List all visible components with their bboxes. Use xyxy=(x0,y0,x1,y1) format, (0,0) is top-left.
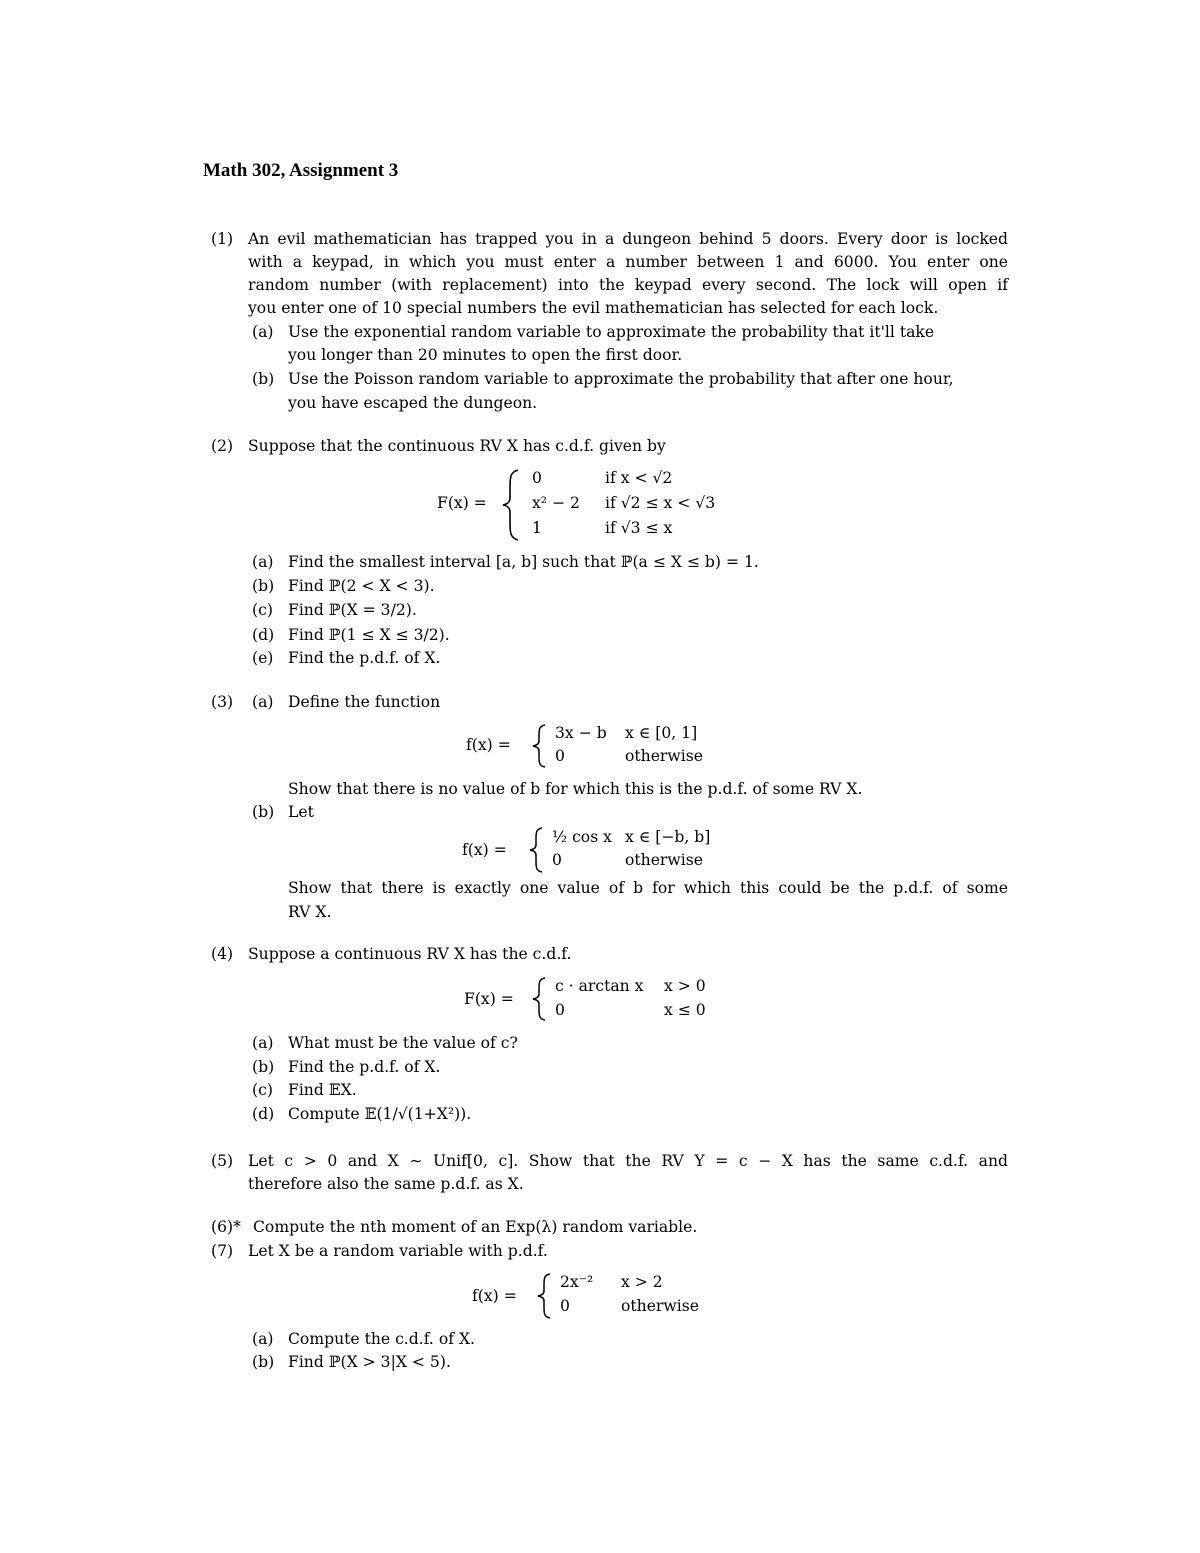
problem-4-case-1-cond: x > 0 xyxy=(664,977,706,995)
problem-2-formula-lhs: F(x) = xyxy=(437,494,487,512)
problem-3b-case-2-cond: otherwise xyxy=(625,851,703,869)
problem-2-part-e-text: Find the p.d.f. of X. xyxy=(288,649,441,667)
problem-1-line-3: random number (with replacement) into the keypad every second. The lock will open if xyxy=(248,276,1008,294)
problem-1-part-a-label: (a) xyxy=(252,323,274,341)
problem-2-case-1-cond: if x < √2 xyxy=(605,469,673,487)
problem-3-part-a-label: (a) xyxy=(252,693,274,711)
problem-7-case-2-cond: otherwise xyxy=(621,1297,699,1315)
problem-2-case-3-cond: if √3 ≤ x xyxy=(605,519,673,537)
problem-7-case-1-expr: 2x⁻² xyxy=(560,1273,594,1291)
problem-3-part-b-text: Let xyxy=(288,803,314,821)
problem-1-part-a-line-2: you longer than 20 minutes to open the first door. xyxy=(288,346,683,364)
problem-3b-case-2-expr: 0 xyxy=(552,851,562,869)
problem-2-case-1-expr: 0 xyxy=(532,469,542,487)
problem-1-part-b-label: (b) xyxy=(252,370,275,388)
problem-1-part-b-line-2: you have escaped the dungeon. xyxy=(288,394,538,412)
problem-3a-case-1-cond: x ∈ [0, 1] xyxy=(625,724,698,742)
problem-4-part-c-label: (c) xyxy=(252,1081,273,1099)
problem-2-number: (2) xyxy=(211,437,234,455)
problem-3-number: (3) xyxy=(211,693,234,711)
problem-2-part-e-label: (e) xyxy=(252,649,274,667)
problem-3a-case-2-expr: 0 xyxy=(555,747,565,765)
problem-4-part-b-text: Find the p.d.f. of X. xyxy=(288,1058,441,1076)
problem-4-case-2-expr: 0 xyxy=(555,1001,565,1019)
problem-3a-case-1-expr: 3x − b xyxy=(555,724,607,742)
problem-4-part-a-text: What must be the value of c? xyxy=(288,1034,518,1052)
problem-1-line-2: with a keypad, in which you must enter a number between 1 and 6000. You enter one xyxy=(248,253,1008,271)
problem-2-case-3-expr: 1 xyxy=(532,519,542,537)
problem-2-case-2-cond: if √2 ≤ x < √3 xyxy=(605,494,716,512)
problem-2-brace xyxy=(500,468,522,542)
problem-6-number: (6)* xyxy=(211,1218,241,1236)
problem-7-formula-lhs: f(x) = xyxy=(472,1287,517,1305)
problem-6-text: Compute the nth moment of an Exp(λ) random variable. xyxy=(253,1218,698,1236)
problem-7-part-a-label: (a) xyxy=(252,1330,274,1348)
problem-7-part-b-label: (b) xyxy=(252,1353,275,1371)
problem-3a-brace xyxy=(530,723,548,769)
problem-4-part-c-text: Find 𝔼X. xyxy=(288,1081,357,1099)
problem-2-text: Suppose that the continuous RV X has c.d.f. given by xyxy=(248,437,666,455)
problem-7-case-2-expr: 0 xyxy=(560,1297,570,1315)
problem-3b-case-1-expr: ½ cos x xyxy=(552,828,612,846)
problem-3-part-a-after: Show that there is no value of b for which this is the p.d.f. of some RV X. xyxy=(288,780,863,798)
problem-3a-case-2-cond: otherwise xyxy=(625,747,703,765)
problem-2-part-d-text: Find ℙ(1 ≤ X ≤ 3/2). xyxy=(288,626,450,644)
problem-4-part-b-label: (b) xyxy=(252,1058,275,1076)
problem-3-part-a-text: Define the function xyxy=(288,693,441,711)
problem-4-part-d-text: Compute 𝔼(1/√(1+X²)). xyxy=(288,1105,472,1123)
problem-7-brace xyxy=(535,1272,553,1320)
problem-3-part-b-after-2: RV X. xyxy=(288,903,332,921)
problem-2-part-a-text: Find the smallest interval [a, b] such that ℙ(a ≤ X ≤ b) = 1. xyxy=(288,553,759,571)
problem-5-line-1: Let c > 0 and X ∼ Unif[0, c]. Show that the RV Y = c − X has the same c.d.f. and xyxy=(248,1152,1008,1170)
problem-5-number: (5) xyxy=(211,1152,234,1170)
problem-7-part-b-text: Find ℙ(X > 3|X < 5). xyxy=(288,1353,451,1371)
problem-2-part-c-text: Find ℙ(X = 3/2). xyxy=(288,601,417,619)
problem-1-line-1: An evil mathematician has trapped you in a dungeon behind 5 doors. Every door is locked xyxy=(248,230,1008,248)
problem-3-part-b-label: (b) xyxy=(252,803,275,821)
problem-4-part-d-label: (d) xyxy=(252,1105,275,1123)
problem-3b-brace xyxy=(527,826,545,874)
problem-5-line-2: therefore also the same p.d.f. as X. xyxy=(248,1175,524,1193)
problem-1-number: (1) xyxy=(211,230,234,248)
problem-4-case-2-cond: x ≤ 0 xyxy=(664,1001,706,1019)
problem-2-part-b-label: (b) xyxy=(252,577,275,595)
problem-2-part-a-label: (a) xyxy=(252,553,274,571)
problem-4-case-1-expr: c · arctan x xyxy=(555,977,644,995)
problem-1-part-a-line-1: Use the exponential random variable to approximate the probability that it'll take xyxy=(288,323,935,341)
problem-7-case-1-cond: x > 2 xyxy=(621,1273,663,1291)
problem-7-number: (7) xyxy=(211,1242,234,1260)
problem-3b-formula-lhs: f(x) = xyxy=(462,841,507,859)
problem-2-case-2-expr: x² − 2 xyxy=(532,494,580,512)
problem-2-part-b-text: Find ℙ(2 < X < 3). xyxy=(288,577,435,595)
problem-3a-formula-lhs: f(x) = xyxy=(466,736,511,754)
problem-4-formula-lhs: F(x) = xyxy=(464,990,514,1008)
problem-3-part-b-after-1: Show that there is exactly one value of b for which this could be the p.d.f. of some xyxy=(288,879,1008,897)
problem-4-part-a-label: (a) xyxy=(252,1034,274,1052)
problem-2-part-d-label: (d) xyxy=(252,626,275,644)
problem-4-number: (4) xyxy=(211,945,234,963)
problem-7-part-a-text: Compute the c.d.f. of X. xyxy=(288,1330,476,1348)
problem-1-part-b-line-1: Use the Poisson random variable to approximate the probability that after one hour, xyxy=(288,370,954,388)
page-title: Math 302, Assignment 3 xyxy=(203,160,399,181)
problem-4-brace xyxy=(530,976,548,1022)
problem-3b-case-1-cond: x ∈ [−b, b] xyxy=(625,828,711,846)
problem-2-part-c-label: (c) xyxy=(252,601,273,619)
problem-1-line-4: you enter one of 10 special numbers the evil mathematician has selected for each lock. xyxy=(248,299,939,317)
problem-4-text: Suppose a continuous RV X has the c.d.f. xyxy=(248,945,572,963)
problem-7-text: Let X be a random variable with p.d.f. xyxy=(248,1242,548,1260)
